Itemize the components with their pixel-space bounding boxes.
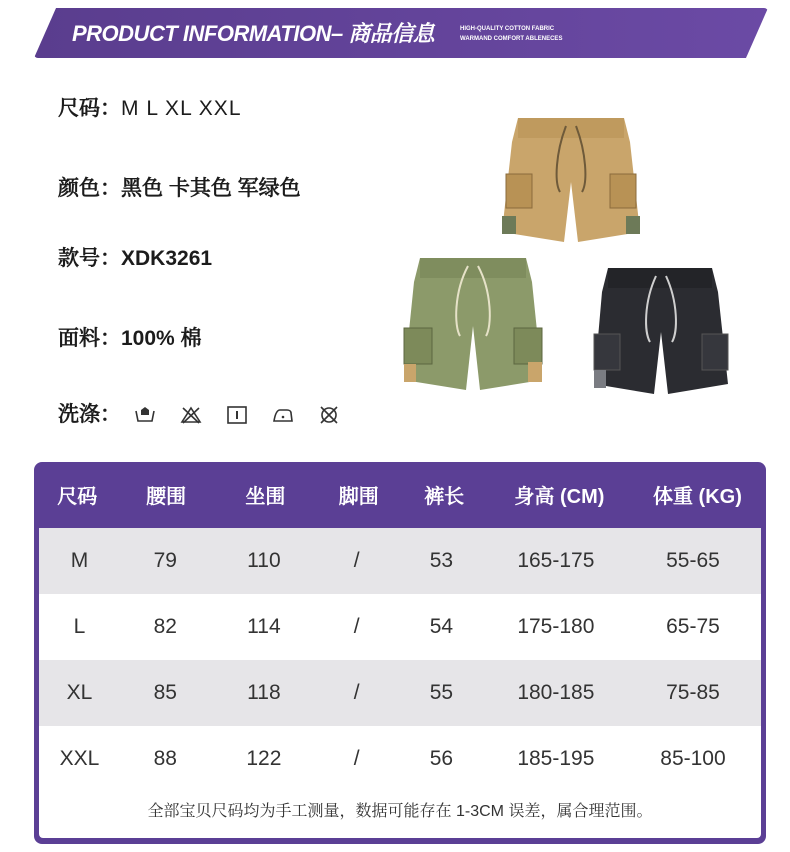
banner-subtitle-line2: WARMAND COMFORT ABLENECES bbox=[460, 36, 563, 42]
banner-subtitle-line1: HIGH-QUALITY COTTON FABRIC bbox=[460, 26, 555, 32]
fabric-info bbox=[58, 322, 202, 352]
table-row bbox=[39, 660, 761, 726]
tumble-dry-icon bbox=[225, 405, 249, 425]
size-label: 尺码： bbox=[58, 97, 121, 120]
header-waist: 腰围 bbox=[146, 485, 187, 508]
table-row bbox=[39, 528, 761, 594]
green-shorts-image bbox=[398, 252, 548, 400]
cell-length: 53 bbox=[429, 549, 454, 572]
cell-weight: 65-75 bbox=[666, 615, 720, 638]
header-leg-opening: 脚围 bbox=[338, 485, 379, 508]
wash-label: 洗涤： bbox=[58, 403, 121, 426]
cell-waist: 79 bbox=[153, 549, 177, 572]
style-number-label: 款号： bbox=[58, 247, 121, 270]
iron-low-icon bbox=[271, 405, 295, 425]
banner-title: PRODUCT INFORMATION– 商品信息 bbox=[72, 21, 435, 46]
cell-hip: 122 bbox=[246, 747, 282, 770]
table-row bbox=[39, 594, 761, 660]
header-size: 尺码 bbox=[57, 485, 98, 508]
cell-leg-opening: / bbox=[353, 681, 360, 704]
hand-wash-icon bbox=[133, 405, 157, 425]
cell-leg-opening: / bbox=[353, 615, 360, 638]
header-weight: 体重 (KG) bbox=[653, 485, 742, 508]
wash-icons bbox=[133, 405, 341, 425]
cell-hip: 114 bbox=[247, 615, 281, 638]
size-table-body bbox=[39, 528, 761, 838]
no-dry-clean-icon bbox=[317, 405, 341, 425]
color-value: 黑色 卡其色 军绿色 bbox=[121, 177, 301, 200]
header-height: 身高 (CM) bbox=[514, 485, 605, 508]
header-length: 裤长 bbox=[424, 485, 465, 508]
measurement-note: 全部宝贝尺码均为手工测量，数据可能存在 1-3CM 误差，属合理范围。 bbox=[147, 803, 653, 820]
cell-waist: 88 bbox=[153, 747, 177, 770]
cell-length: 54 bbox=[429, 615, 454, 638]
cell-height: 175-180 bbox=[517, 615, 595, 638]
cell-size: M bbox=[70, 549, 89, 572]
cell-height: 165-175 bbox=[517, 549, 595, 572]
cell-weight: 55-65 bbox=[666, 549, 720, 572]
cell-height: 185-195 bbox=[517, 747, 595, 770]
cell-size: XL bbox=[66, 681, 93, 704]
cell-weight: 75-85 bbox=[666, 681, 720, 704]
cell-weight: 85-100 bbox=[660, 747, 726, 770]
cell-waist: 82 bbox=[153, 615, 177, 638]
banner-subtitle bbox=[460, 24, 562, 44]
cell-hip: 110 bbox=[247, 549, 281, 572]
size-info bbox=[58, 92, 242, 122]
size-value: M L XL XXL bbox=[121, 97, 242, 120]
size-table-header bbox=[34, 462, 766, 526]
fabric-value: 100% 棉 bbox=[121, 327, 202, 350]
cell-hip: 118 bbox=[247, 681, 281, 704]
cell-waist: 85 bbox=[153, 681, 177, 704]
fabric-label: 面料： bbox=[58, 327, 121, 350]
style-number-info bbox=[58, 242, 212, 272]
table-row bbox=[39, 726, 761, 792]
header-hip: 坐围 bbox=[245, 485, 286, 508]
cell-length: 56 bbox=[429, 747, 454, 770]
style-number-value: XDK3261 bbox=[121, 247, 213, 270]
cell-size: XXL bbox=[59, 747, 100, 770]
cell-leg-opening: / bbox=[353, 549, 360, 572]
color-label: 颜色： bbox=[58, 177, 121, 200]
size-table bbox=[34, 462, 766, 844]
black-shorts-image bbox=[588, 262, 734, 402]
no-bleach-icon bbox=[179, 405, 203, 425]
cell-length: 55 bbox=[429, 681, 454, 704]
color-info bbox=[58, 172, 301, 202]
wash-info bbox=[58, 398, 341, 428]
cell-height: 180-185 bbox=[517, 681, 595, 704]
cell-size: L bbox=[73, 615, 86, 638]
cell-leg-opening: / bbox=[353, 747, 360, 770]
khaki-shorts-image bbox=[496, 112, 646, 252]
